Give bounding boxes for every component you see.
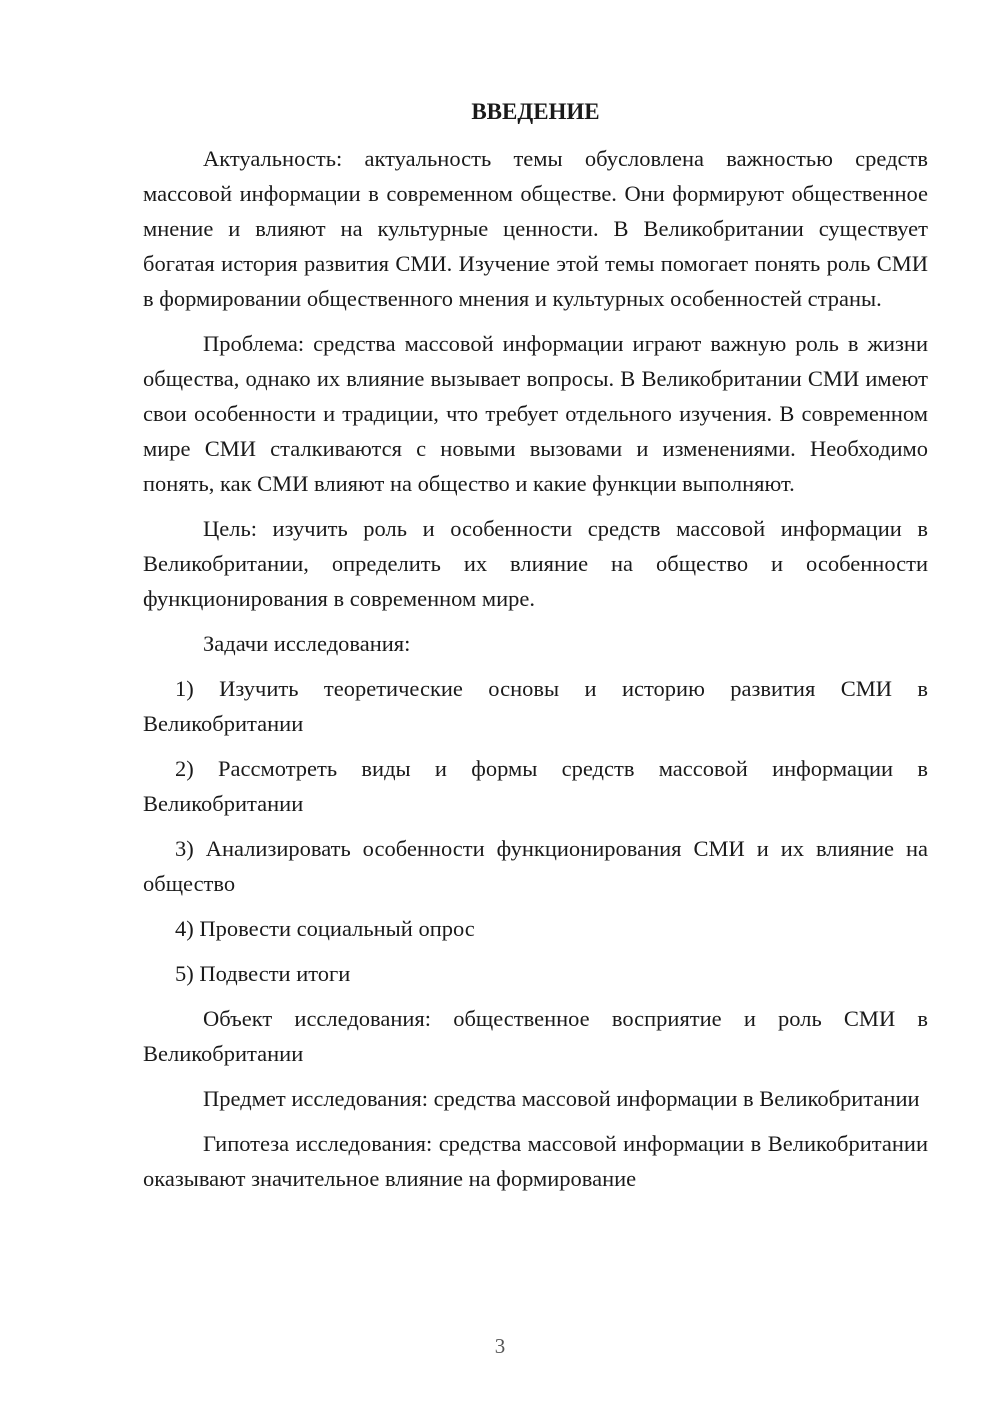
paragraph-problem: Проблема: средства массовой информации играют важную роль в жизни общества, однако их влияние вызывает вопросы. В Великобритании СМИ имеют свои особенности и традиции, что требует отдельного изучения. В современном мире СМИ сталкиваются с новыми вызовами и изменениями. Необходимо понять, как СМИ влияют на общество и какие функции выполняют. — [143, 331, 928, 496]
page-body — [143, 94, 928, 1196]
paragraph-object: Объект исследования: общественное восприятие и роль СМИ в Великобритании — [143, 1006, 928, 1066]
task-item-4: 4) Провести социальный опрос — [175, 916, 475, 941]
task-item-2: 2) Рассмотреть виды и формы средств массовой информации в Великобритании — [143, 756, 928, 816]
paragraph-tasks-heading: Задачи исследования: — [203, 631, 411, 656]
paragraph-relevance: Актуальность: актуальность темы обусловлена важностью средств массовой информации в современном обществе. Они формируют общественное мнение и влияют на культурные ценности. В Великобритании существует богатая история развития СМИ. Изучение этой темы помогает понять роль СМИ в формировании общественного мнения и культурных особенностей страны. — [143, 146, 928, 311]
paragraph-hypothesis: Гипотеза исследования: средства массовой информации в Великобритании оказывают значительное влияние на формирование — [143, 1131, 928, 1191]
paragraph-subject: Предмет исследования: средства массовой информации в Великобритании — [203, 1086, 920, 1111]
task-item-3: 3) Анализировать особенности функционирования СМИ и их влияние на общество — [143, 836, 928, 896]
page-number: 3 — [494, 1334, 506, 1358]
task-item-1: 1) Изучить теоретические основы и историю развития СМИ в Великобритании — [143, 676, 928, 736]
task-item-5: 5) Подвести итоги — [175, 961, 351, 986]
paragraph-goal: Цель: изучить роль и особенности средств массовой информации в Великобритании, определить их влияние на общество и особенности функционирования в современном мире. — [143, 516, 928, 611]
page-title: ВВЕДЕНИЕ — [471, 99, 600, 124]
